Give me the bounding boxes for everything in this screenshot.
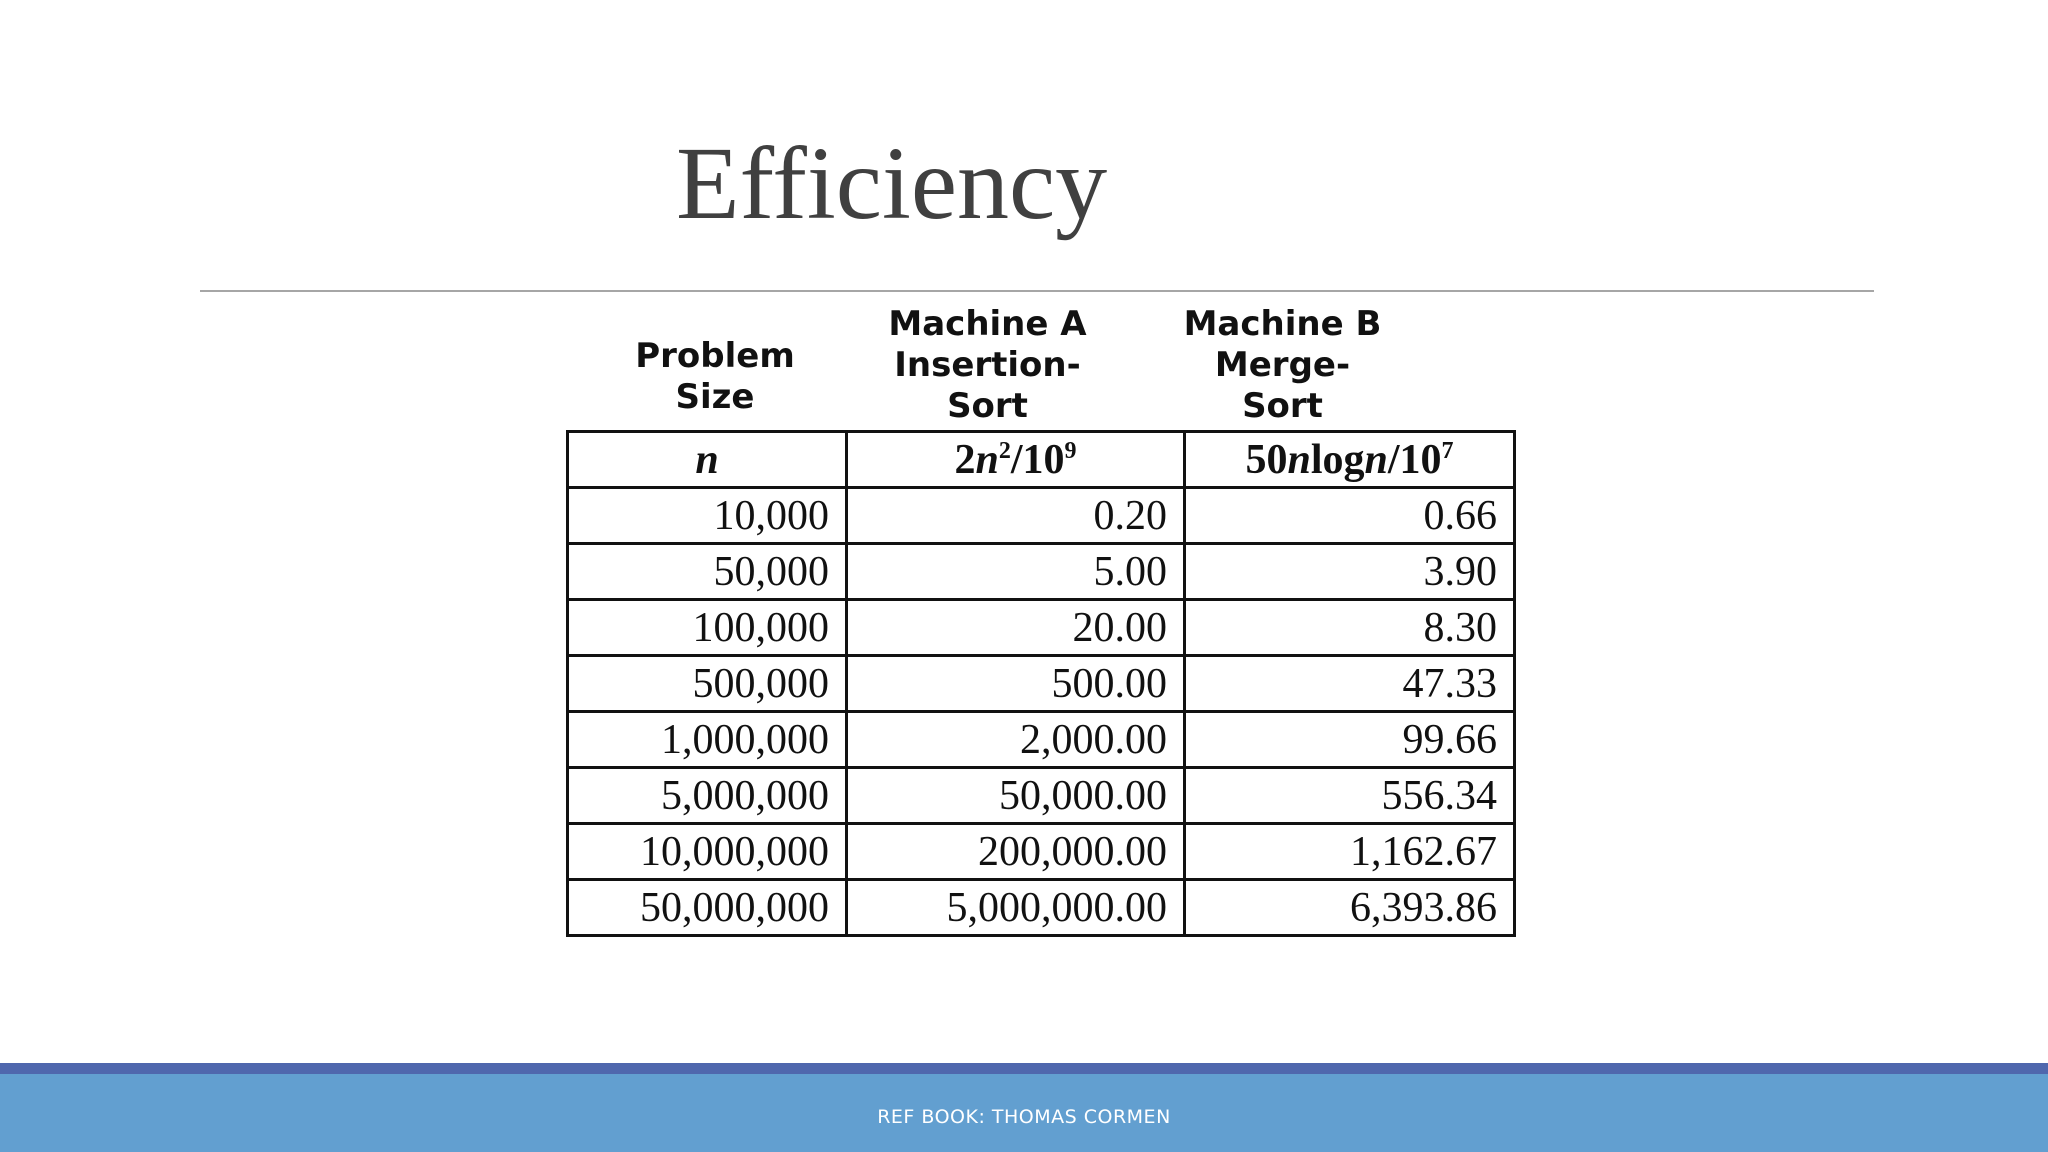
cell-problem-size: 10,000 [568, 488, 847, 544]
column-title-line: Sort [1242, 386, 1323, 426]
column-title-line: Insertion- [894, 345, 1081, 385]
cell-machine-b: 3.90 [1185, 544, 1515, 600]
table-row [568, 712, 1515, 768]
cell-problem-size: 10,000,000 [568, 824, 847, 880]
cell-machine-b: 0.66 [1185, 488, 1515, 544]
cell-machine-b: 1,162.67 [1185, 824, 1515, 880]
cell-problem-size: 50,000 [568, 544, 847, 600]
column-title-line: Machine A [888, 304, 1087, 344]
cell-machine-a: 500.00 [847, 656, 1185, 712]
table-row [568, 600, 1515, 656]
table-row [568, 544, 1515, 600]
header-merge-sort-formula: $50nlogn/10^7$ [1185, 432, 1515, 488]
cell-problem-size: 500,000 [568, 656, 847, 712]
column-title-machine-a [860, 304, 1115, 427]
cell-machine-a: 50,000.00 [847, 768, 1185, 824]
cell-machine-a: 200,000.00 [847, 824, 1185, 880]
column-title-machine-b [1150, 304, 1415, 427]
column-title-line: Machine B [1183, 304, 1382, 344]
cell-machine-b: 99.66 [1185, 712, 1515, 768]
cell-machine-b: 6,393.86 [1185, 880, 1515, 936]
column-title-line: Problem [635, 336, 795, 376]
header-n: n [568, 432, 847, 488]
table-row [568, 656, 1515, 712]
cell-machine-b: 556.34 [1185, 768, 1515, 824]
formula-header-row [568, 432, 1515, 488]
cell-machine-a: 0.20 [847, 488, 1185, 544]
cell-machine-a: 2,000.00 [847, 712, 1185, 768]
column-title-line: Size [675, 377, 755, 417]
column-title-line: Merge- [1214, 345, 1351, 385]
header-insertion-sort-formula: $2n^2/10^9$ [847, 432, 1185, 488]
cell-problem-size: 100,000 [568, 600, 847, 656]
table-row [568, 488, 1515, 544]
table-row [568, 768, 1515, 824]
title-divider [200, 290, 1874, 292]
cell-machine-a: 5.00 [847, 544, 1185, 600]
cell-machine-b: 47.33 [1185, 656, 1515, 712]
table-row [568, 880, 1515, 936]
column-title-line: Sort [947, 386, 1028, 426]
cell-machine-a: 5,000,000.00 [847, 880, 1185, 936]
cell-machine-b: 8.30 [1185, 600, 1515, 656]
cell-problem-size: 1,000,000 [568, 712, 847, 768]
column-title-problem-size [590, 336, 840, 418]
footer-reference: REF BOOK: THOMAS CORMEN [877, 1106, 1171, 1128]
footer-accent-stripe [0, 1063, 2048, 1074]
efficiency-table [566, 430, 1516, 937]
cell-problem-size: 5,000,000 [568, 768, 847, 824]
cell-problem-size: 50,000,000 [568, 880, 847, 936]
cell-machine-a: 20.00 [847, 600, 1185, 656]
table-row [568, 824, 1515, 880]
slide-title: Efficiency [676, 126, 1108, 241]
